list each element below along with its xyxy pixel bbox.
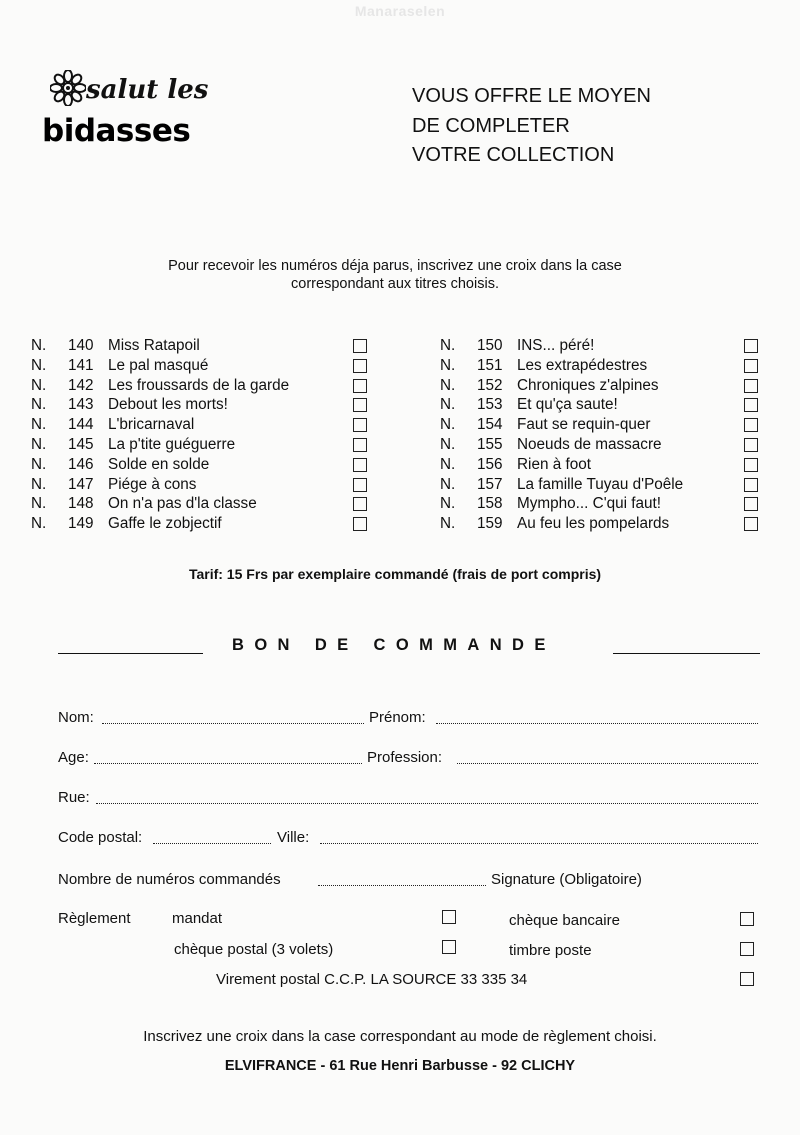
issue-prefix: N. bbox=[31, 337, 47, 354]
prenom-field[interactable] bbox=[436, 723, 758, 724]
intro-text bbox=[0, 257, 790, 293]
issue-title: On n'a pas d'la classe bbox=[108, 495, 257, 513]
issue-title: Mympho... C'qui faut! bbox=[517, 495, 662, 513]
issue-number: 142 bbox=[68, 376, 94, 394]
issue-prefix: N. bbox=[31, 455, 47, 473]
issue-checkbox[interactable] bbox=[744, 497, 758, 511]
issue-checkbox[interactable] bbox=[744, 517, 758, 531]
issue-number: 158 bbox=[477, 495, 503, 513]
issue-number: 141 bbox=[68, 356, 94, 374]
issue-checkbox[interactable] bbox=[744, 339, 758, 353]
nom-field[interactable] bbox=[102, 723, 364, 724]
title-rule-right bbox=[613, 653, 760, 654]
age-label: Age: bbox=[58, 749, 89, 766]
virement-checkbox[interactable] bbox=[740, 972, 754, 986]
issue-title: Chroniques z'alpines bbox=[517, 376, 659, 394]
ville-label: Ville: bbox=[277, 829, 310, 846]
virement-label: Virement postal C.C.P. LA SOURCE 33 335 34 bbox=[216, 971, 528, 988]
issue-checkbox[interactable] bbox=[744, 458, 758, 472]
issue-title: Au feu les pompelards bbox=[517, 515, 670, 533]
rue-label: Rue: bbox=[58, 789, 90, 806]
issue-prefix: N. bbox=[440, 455, 456, 473]
issue-title: Et qu'ça saute! bbox=[517, 396, 618, 414]
timbre-poste-checkbox[interactable] bbox=[740, 942, 754, 956]
cheque-bancaire-checkbox[interactable] bbox=[740, 912, 754, 926]
issue-title: INS... péré! bbox=[517, 337, 595, 354]
issue-prefix: N. bbox=[440, 376, 456, 394]
issue-prefix: N. bbox=[31, 396, 47, 414]
issue-number: 149 bbox=[68, 515, 94, 533]
issue-number: 150 bbox=[477, 337, 503, 354]
issue-prefix: N. bbox=[31, 515, 47, 533]
headline-line: VOUS OFFRE LE MOYEN bbox=[412, 85, 651, 107]
issue-title: La p'tite guéguerre bbox=[108, 436, 236, 453]
issue-title: Noeuds de massacre bbox=[517, 436, 662, 453]
issue-number: 145 bbox=[68, 436, 94, 453]
issue-row bbox=[0, 336, 800, 356]
cheque-postal-checkbox[interactable] bbox=[442, 940, 456, 954]
issue-prefix: N. bbox=[31, 356, 47, 374]
issue-title: L'bricarnaval bbox=[108, 416, 195, 434]
issue-prefix: N. bbox=[31, 376, 47, 394]
issue-row bbox=[0, 494, 800, 514]
mandat-label: mandat bbox=[172, 910, 223, 927]
issue-row bbox=[0, 475, 800, 495]
issue-number: 155 bbox=[477, 436, 503, 453]
title-rule-left bbox=[58, 653, 203, 654]
issue-number: 154 bbox=[477, 416, 503, 434]
age-field[interactable] bbox=[94, 763, 362, 764]
cheque-bancaire-label: chèque bancaire bbox=[509, 912, 620, 929]
issue-number: 143 bbox=[68, 396, 94, 414]
issue-row bbox=[0, 435, 800, 455]
issue-number: 151 bbox=[477, 356, 503, 374]
order-form-title: BON DE COMMANDE bbox=[232, 636, 556, 654]
headline-line: VOTRE COLLECTION bbox=[412, 144, 615, 166]
cheque-postal-label: chèque postal (3 volets) bbox=[174, 941, 334, 958]
profession-label: Profession: bbox=[367, 749, 443, 766]
issue-number: 140 bbox=[68, 337, 94, 354]
issue-checkbox[interactable] bbox=[744, 438, 758, 452]
nombre-label: Nombre de numéros commandés bbox=[58, 871, 281, 888]
issue-title: Miss Ratapoil bbox=[108, 337, 200, 354]
profession-field[interactable] bbox=[457, 763, 758, 764]
issue-prefix: N. bbox=[440, 515, 456, 533]
logo-main-text: bidasses bbox=[42, 113, 191, 149]
issue-number: 144 bbox=[68, 416, 94, 434]
issue-prefix: N. bbox=[440, 416, 456, 434]
issue-title: Gaffe le zobjectif bbox=[108, 515, 222, 533]
issue-title: Debout les morts! bbox=[108, 396, 228, 414]
issue-prefix: N. bbox=[440, 396, 456, 414]
issue-checkbox[interactable] bbox=[744, 379, 758, 393]
issue-number: 152 bbox=[477, 376, 503, 394]
issue-title: Solde en solde bbox=[108, 455, 210, 473]
issue-checkbox[interactable] bbox=[744, 359, 758, 373]
reglement-label: Règlement bbox=[58, 910, 131, 927]
intro-line: Pour recevoir les numéros déja parus, inscrivez une croix dans la case bbox=[168, 258, 622, 274]
issue-checkbox[interactable] bbox=[744, 398, 758, 412]
code-postal-field[interactable] bbox=[153, 843, 271, 844]
issue-number: 157 bbox=[477, 475, 503, 493]
footer-note: Inscrivez une croix dans la case correspondant au mode de règlement choisi. bbox=[143, 1028, 657, 1045]
headline bbox=[412, 82, 651, 171]
issue-number: 153 bbox=[477, 396, 503, 414]
headline-line: DE COMPLETER bbox=[412, 114, 570, 137]
footer-address: ELVIFRANCE - 61 Rue Henri Barbusse - 92 CLICHY bbox=[224, 1058, 576, 1074]
timbre-poste-label: timbre poste bbox=[509, 942, 592, 959]
issue-prefix: N. bbox=[440, 475, 456, 493]
issue-row bbox=[0, 415, 800, 435]
issue-row bbox=[0, 356, 800, 376]
prenom-label: Prénom: bbox=[369, 709, 426, 726]
logo-script-text: salut les bbox=[86, 75, 209, 105]
issue-prefix: N. bbox=[440, 436, 456, 453]
intro-line: correspondant aux titres choisis. bbox=[291, 276, 499, 292]
flower-logo-icon bbox=[50, 70, 86, 106]
issue-title: La famille Tuyau d'Poêle bbox=[517, 475, 684, 493]
issue-number: 147 bbox=[68, 475, 94, 493]
issue-number: 156 bbox=[477, 455, 503, 473]
issue-checkbox[interactable] bbox=[744, 418, 758, 432]
watermark: Manaraselen bbox=[354, 3, 446, 19]
ville-field[interactable] bbox=[320, 843, 758, 844]
tarif-text: Tarif: 15 Frs par exemplaire commandé (frais de port compris) bbox=[188, 566, 602, 582]
rue-field[interactable] bbox=[96, 803, 758, 804]
issue-prefix: N. bbox=[440, 495, 456, 513]
issue-number: 146 bbox=[68, 455, 94, 473]
issue-number: 159 bbox=[477, 515, 503, 533]
nombre-field[interactable] bbox=[318, 885, 486, 886]
issue-number: 148 bbox=[68, 495, 94, 513]
issue-title: Faut se requin-quer bbox=[517, 416, 651, 434]
issue-title: Piége à cons bbox=[108, 475, 197, 493]
issue-row bbox=[0, 376, 800, 396]
issue-prefix: N. bbox=[440, 337, 456, 354]
issue-title: Les extrapédestres bbox=[517, 356, 648, 374]
issue-prefix: N. bbox=[31, 475, 47, 493]
issue-row bbox=[0, 455, 800, 475]
issue-checkbox[interactable] bbox=[744, 478, 758, 492]
mandat-checkbox[interactable] bbox=[442, 910, 456, 924]
issue-title: Les froussards de la garde bbox=[108, 376, 290, 394]
issue-row bbox=[0, 395, 800, 415]
issue-title: Rien à foot bbox=[517, 455, 591, 473]
signature-label: Signature (Obligatoire) bbox=[491, 871, 642, 888]
issue-row bbox=[0, 514, 800, 534]
issue-prefix: N. bbox=[31, 495, 47, 513]
issue-prefix: N. bbox=[31, 416, 47, 434]
issue-prefix: N. bbox=[31, 436, 47, 453]
nom-label: Nom: bbox=[58, 709, 94, 726]
code-postal-label: Code postal: bbox=[58, 829, 143, 846]
issue-prefix: N. bbox=[440, 356, 456, 374]
issue-title: Le pal masqué bbox=[108, 356, 209, 374]
